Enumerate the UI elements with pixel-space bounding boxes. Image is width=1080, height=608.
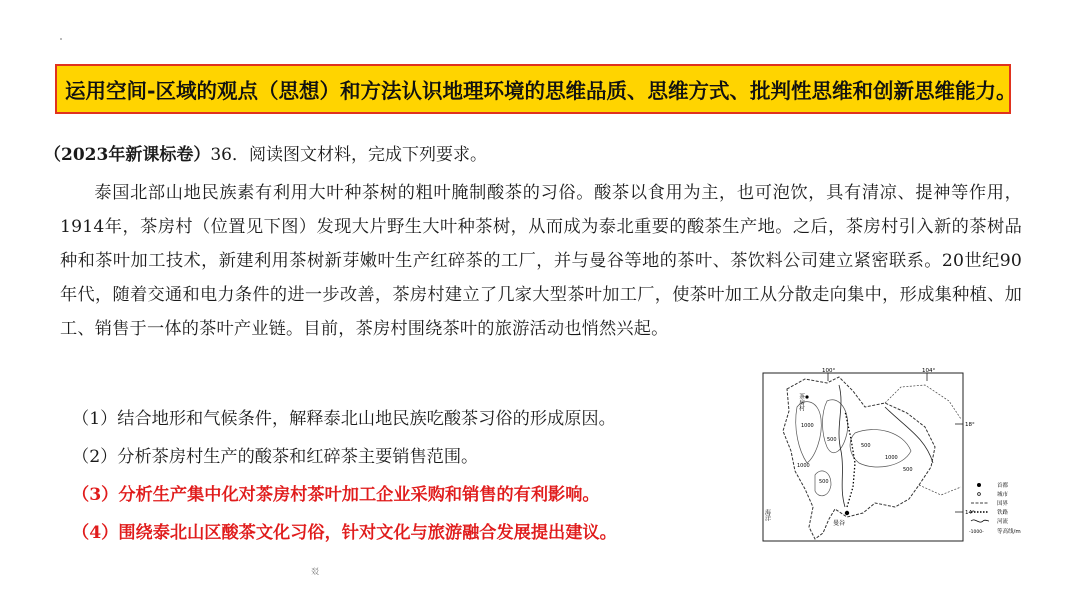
contour-label: 500: [903, 467, 913, 473]
contour-label: 1000: [885, 455, 898, 461]
lon-label-104: 104°: [922, 368, 936, 374]
legend-label: 国界: [997, 501, 1009, 507]
contour-label: 1000: [801, 423, 814, 429]
footnote-mark: 㸚: [311, 567, 319, 576]
legend-label: 等高线/m: [997, 529, 1021, 535]
source-prefix: （2023年新课标卷）: [44, 145, 211, 165]
capital-icon: [977, 483, 981, 487]
river-icon: [971, 520, 989, 522]
place-label-bangkok: 曼谷: [833, 520, 846, 527]
question-1: （1）结合地形和气候条件，解释泰北山地民族吃酸茶习俗的形成原因。: [72, 409, 616, 429]
contour-label: 1000: [797, 463, 810, 469]
objective-banner: [55, 64, 1017, 114]
source-instruction: 36．阅读图文材料，完成下列要求。: [210, 145, 487, 165]
place-label-sea: 海洋: [763, 509, 771, 521]
place-label-chafang: 茶房村: [797, 393, 805, 411]
thailand-map: [735, 367, 1060, 547]
lat-label-14: 14°: [965, 510, 975, 516]
question-source: [44, 140, 487, 165]
legend-label: 首都: [997, 483, 1009, 489]
question-4: （4）围绕泰北山区酸茶文化习俗，针对文化与旅游融合发展提出建议。: [72, 523, 617, 543]
city-icon: [978, 493, 981, 496]
city-icon: [805, 395, 808, 398]
material-paragraph: 泰国北部山地民族素有利用大叶种茶树的粗叶腌制酸茶的习俗。酸茶以食用为主，也可泡饮，具有清凉、提神等作用，1914年，茶房村（位置见下图）发现大片野生大叶种茶树，从而成为泰北重要的酸茶生产地。之后，茶房村引入新的茶树品种和茶叶加工技术，新建利用茶树新芽嫩叶生产红碎茶的工厂，并与曼谷等地的茶叶、茶饮料公司建立紧密联系。20世纪90年代，随着交通和电力条件的进一步改善，茶房村建立了几家大型茶叶加工厂，使茶叶加工从分散走向集中，形成集种植、加工、销售于一体的茶叶产业链。目前，茶房村围绕茶叶的旅游活动也悄然兴起。: [60, 183, 1022, 339]
legend-label: 城市: [997, 492, 1009, 498]
legend-label: 河流: [997, 519, 1009, 525]
capital-icon: [845, 511, 849, 515]
contour-label: 500: [827, 437, 837, 443]
question-2: （2）分析茶房村生产的酸茶和红碎茶主要销售范围。: [72, 447, 479, 467]
banner-text: 运用空间-区域的观点（思想）和方法认识地理环境的思维品质、思维方式、批判性思维和创新思维能力。: [65, 79, 1017, 103]
lon-label-100: 100°: [822, 368, 836, 374]
legend-label: 铁路: [997, 510, 1009, 516]
map-legend: [969, 481, 1021, 535]
question-3: （3）分析生产集中化对茶房村茶叶加工企业采购和销售的有利影响。: [72, 485, 600, 505]
contour-label: 500: [861, 443, 871, 449]
decorative-dot: [60, 38, 62, 40]
contour-label: 500: [819, 479, 829, 485]
lat-label-18: 18°: [965, 422, 975, 428]
contour-icon: -1000-: [969, 530, 984, 535]
